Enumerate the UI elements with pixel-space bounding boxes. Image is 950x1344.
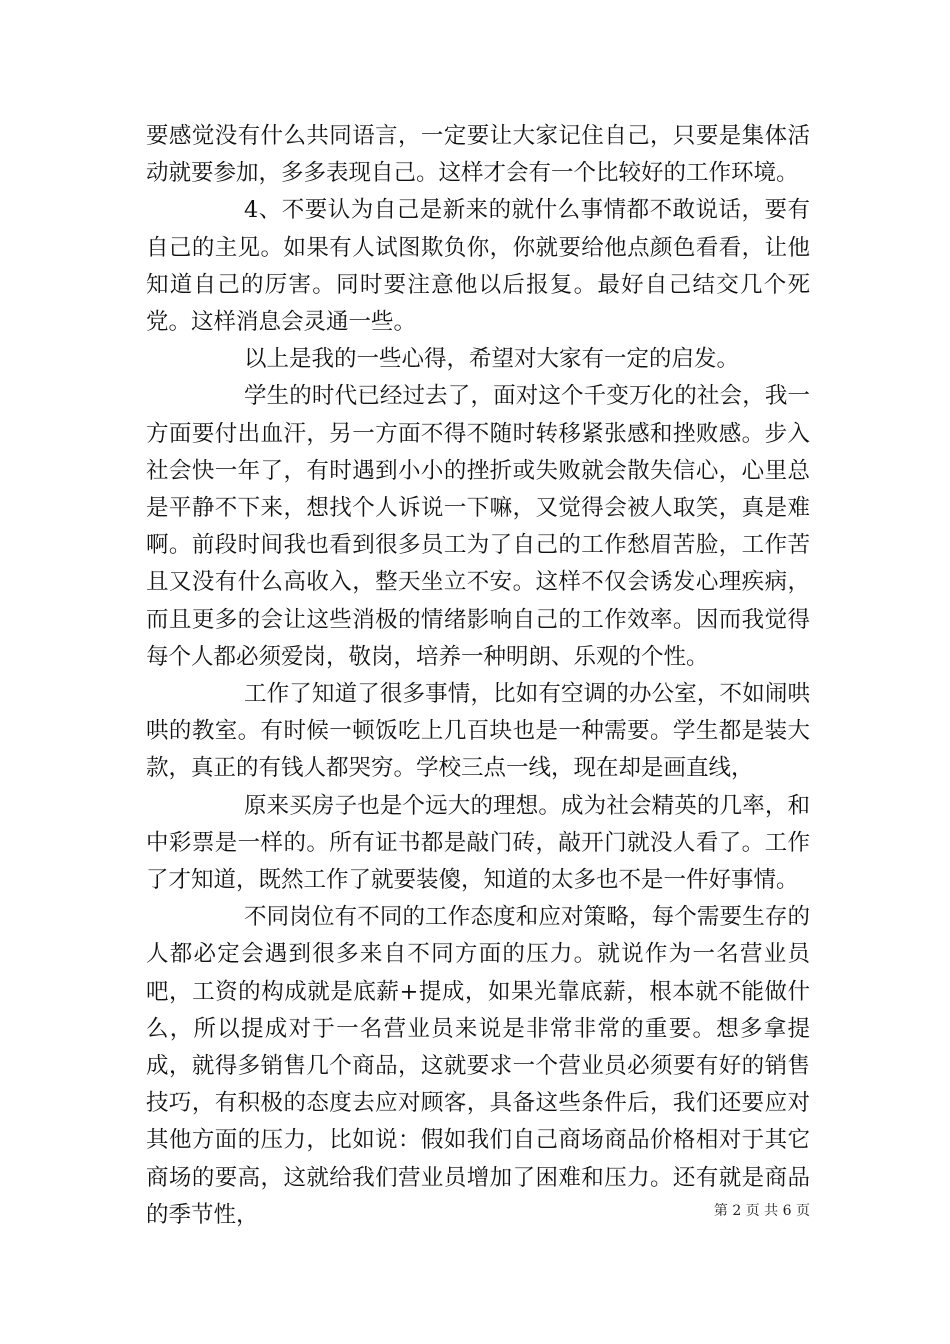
paragraph-work-lessons: 工作了知道了很多事情，比如有空调的办公室，不如闹哄哄的教室。有时候一顿饭吃上几百块也是一种需要。学生都是装大款，真正的有钱人都哭穷。学校三点一线，现在却是画直线，: [146, 681, 810, 782]
paragraph-sales-pressure: 不同岗位有不同的工作态度和应对策略，每个需要生存的人都必定会遇到很多来自不同方面的压力。就说作为一名营业员吧，工资的构成就是底薪+提成，如果光靠底薪，根本就不能做什么，所以提成对于一名营业员来说是非常非常的重要。想多拿提成，就得多销售几个商品，这就要求一个营业员必须要有好的销售技巧，有积极的态度去应对顾客，具备这些条件后，我们还要应对其他方面的压力，比如说：假如我们自己商场商品价格相对于其它商场的要高，这就给我们营业员增加了困难和压力。还有就是商品的季节性，: [146, 904, 810, 1228]
page-number: 第 2 页 共 6 页: [713, 1203, 810, 1219]
paragraph-summary: 以上是我的一些心得，希望对大家有一定的启发。: [244, 346, 740, 373]
paragraph-student-era: 学生的时代已经过去了，面对这个千变万化的社会，我一方面要付出血汗，另一方面不得不随时转移紧张感和挫败感。步入社会快一年了，有时遇到小小的挫折或失败就会散失信心，心里总是平静不下来，想找个人诉说一下嘛，又觉得会被人取笑，真是难啊。前段时间我也看到很多员工为了自己的工作愁眉苦脸，工作苦且又没有什么高收入，整天坐立不安。这样不仅会诱发心理疾病，而且更多的会让这些消极的情绪影响自己的工作效率。因而我觉得每个人都必须爱岗，敬岗，培养一种明朗、乐观的个性。: [146, 383, 810, 670]
paragraph-tip-4: 4、不要认为自己是新来的就什么事情都不敢说话，要有自己的主见。如果有人试图欺负你，你就要给他点颜色看看，让他知道自己的厉害。同时要注意他以后报复。最好自己结交几个死党。这样消息会灵通一些。: [146, 197, 810, 336]
document-body: [146, 118, 810, 1234]
paragraph-house-ideal: 原来买房子也是个远大的理想。成为社会精英的几率，和中彩票是一样的。所有证书都是敲门砖，敲开门就没人看了。工作了才知道，既然工作了就要装傻，知道的太多也不是一件好事情。: [146, 792, 810, 894]
paragraph-continued: 要感觉没有什么共同语言，一定要让大家记住自己，只要是集体活动就要参加，多多表现自己。这样才会有一个比较好的工作环境。: [146, 123, 810, 187]
